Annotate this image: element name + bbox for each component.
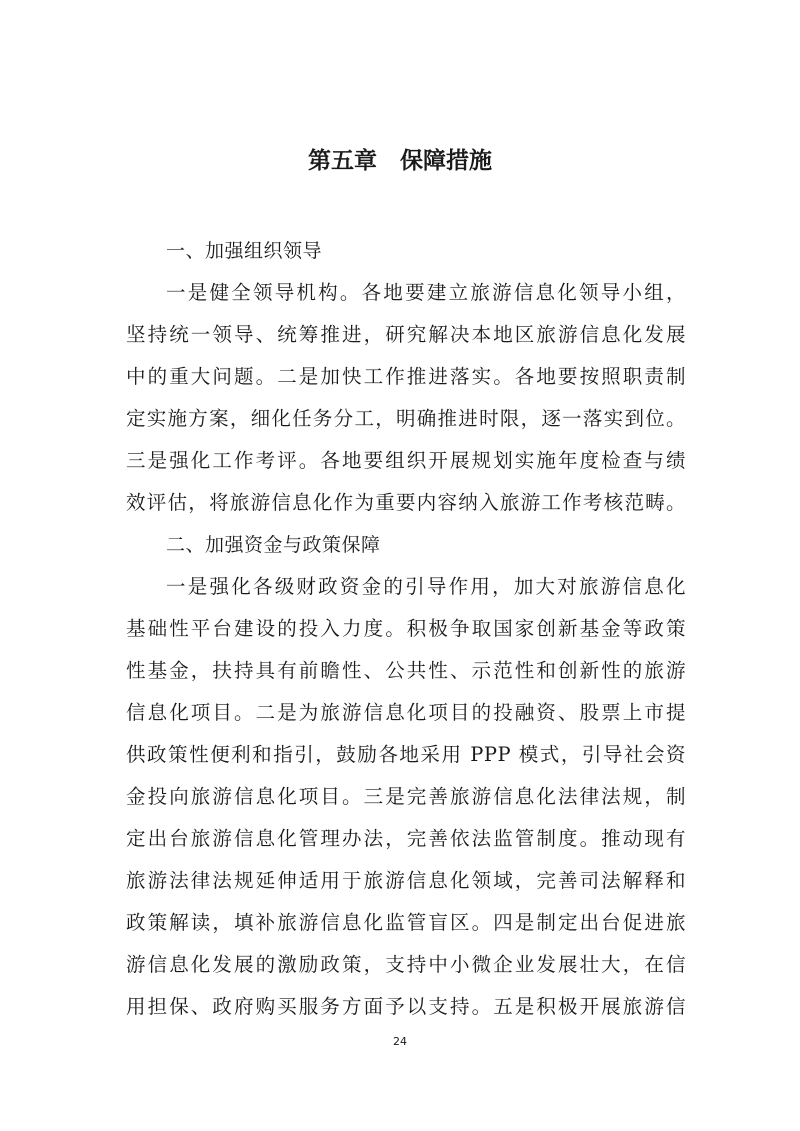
page-number: 24 — [393, 1035, 407, 1048]
paragraph-line: 性基金，扶持具有前瞻性、公共性、示范性和创新性的旅游 — [126, 659, 686, 682]
paragraph-line: 游信息化发展的激励政策，支持中小微企业发展壮大，在信 — [126, 953, 686, 976]
paragraph-line: 定实施方案，细化任务分工，明确推进时限，逐一落实到位。 — [126, 407, 686, 430]
paragraph-line: 三是强化工作考评。各地要组织开展规划实施年度检查与绩 — [126, 449, 686, 472]
paragraph-line: 信息化项目。二是为旅游信息化项目的投融资、股票上市提 — [126, 701, 686, 724]
paragraph-line: 金投向旅游信息化项目。三是完善旅游信息化法律法规，制 — [126, 785, 686, 808]
section-heading: 二、加强资金与政策保障 — [166, 534, 381, 556]
paragraph-line: 旅游法律法规延伸适用于旅游信息化领域，完善司法解释和 — [126, 869, 686, 892]
paragraph-line: 坚持统一领导、统筹推进，研究解决本地区旅游信息化发展 — [126, 323, 686, 346]
chapter-title: 第五章 保障措施 — [308, 148, 492, 174]
section-heading: 一、加强组织领导 — [166, 240, 323, 262]
paragraph-line: 效评估，将旅游信息化作为重要内容纳入旅游工作考核范畴。 — [126, 491, 686, 514]
paragraph-line: 定出台旅游信息化管理办法，完善依法监管制度。推动现有 — [126, 827, 686, 850]
paragraph-line: 供政策性便利和指引，鼓励各地采用 PPP 模式，引导社会资 — [126, 743, 686, 766]
paragraph-line: 中的重大问题。二是加快工作推进落实。各地要按照职责制 — [126, 365, 686, 388]
paragraph-line: 一是健全领导机构。各地要建立旅游信息化领导小组， — [166, 281, 686, 304]
paragraph-line: 政策解读，填补旅游信息化监管盲区。四是制定出台促进旅 — [126, 911, 686, 934]
paragraph-line: 基础性平台建设的投入力度。积极争取国家创新基金等政策 — [126, 617, 686, 640]
paragraph-line: 一是强化各级财政资金的引导作用，加大对旅游信息化 — [166, 575, 686, 598]
paragraph-line: 用担保、政府购买服务方面予以支持。五是积极开展旅游信 — [126, 995, 686, 1018]
document-body — [126, 230, 686, 1028]
